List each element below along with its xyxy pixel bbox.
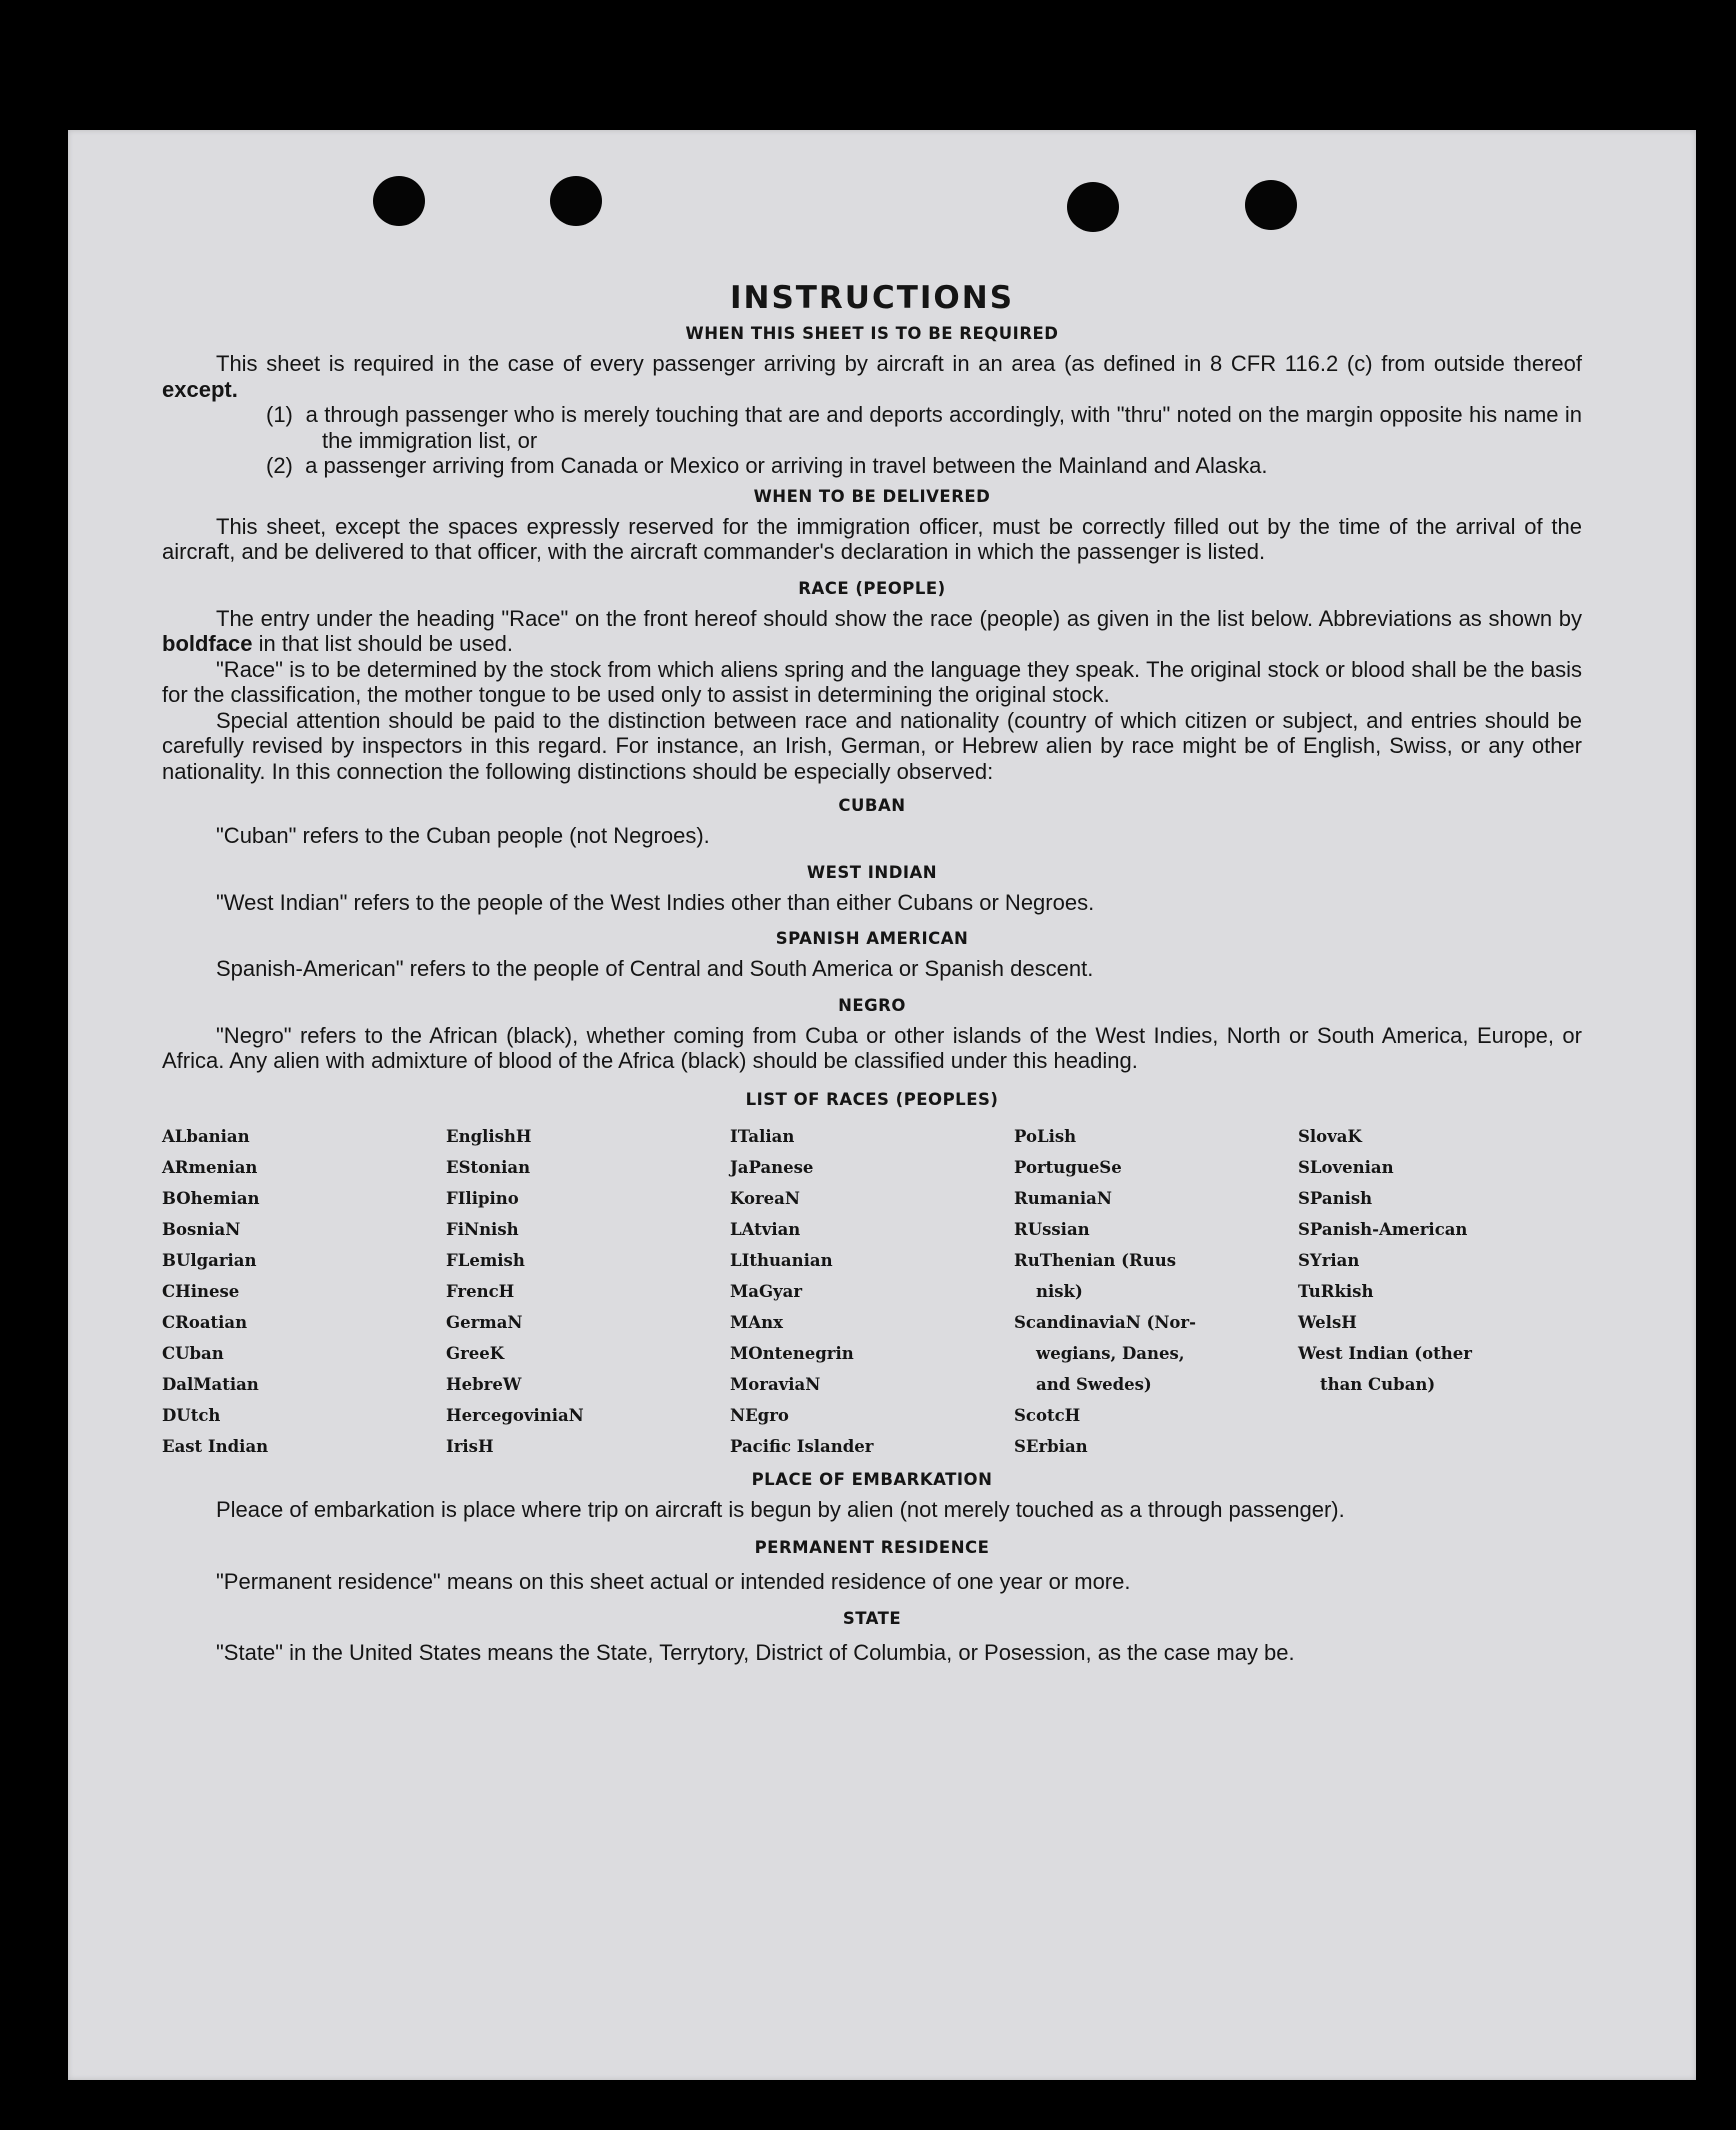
residence-text: "Permanent residence" means on this sheet actual or intended residence of one year or more. bbox=[216, 1569, 1131, 1594]
race-list-item: IrisH bbox=[446, 1436, 494, 1456]
race-list-item: JaPanese bbox=[730, 1157, 814, 1177]
state-text: "State" in the United States means the State, Terrytory, District of Columbia, or Posession, as the case may be. bbox=[216, 1639, 1295, 1665]
race-list bbox=[162, 1121, 1582, 1462]
race-list-item: FIlipino bbox=[446, 1188, 519, 1208]
heading-race: RACE (PEOPLE) bbox=[798, 578, 946, 598]
race-list-item: NEgro bbox=[730, 1405, 789, 1425]
cuban-text: "Cuban" refers to the Cuban people (not Negroes). bbox=[216, 823, 710, 848]
race-list-item: MAnx bbox=[730, 1312, 783, 1332]
race-list-item: PoLish bbox=[1014, 1126, 1077, 1146]
race-list-column-3 bbox=[730, 1121, 1014, 1462]
race-paragraph-3: Special attention should be paid to the distinction between race and nationality (country of which citizen or subject, and entries should be carefully revised by inspectors in this regard. For instance, an Irish, German, or Hebrew alien by race might be of English, Swiss, or any other nationality. In this connection the following distinctions should be especially observed: bbox=[162, 707, 1582, 784]
race-list-item: DUtch bbox=[162, 1405, 221, 1425]
race-list-item: Pacific Islander bbox=[730, 1436, 874, 1456]
race-list-item: East Indian bbox=[162, 1436, 269, 1456]
race-list-column-4 bbox=[1014, 1121, 1298, 1462]
race-list-item: PortugueSe bbox=[1014, 1157, 1122, 1177]
race-list-item: SPanish bbox=[1298, 1188, 1373, 1208]
heading-state: STATE bbox=[842, 1608, 902, 1628]
race-list-item: KoreaN bbox=[730, 1188, 800, 1208]
race-list-item: ARmenian bbox=[162, 1157, 258, 1177]
race-list-item: West Indian (other bbox=[1298, 1343, 1472, 1363]
race-list-item: SYrian bbox=[1298, 1250, 1360, 1270]
page-title: INSTRUCTIONS bbox=[729, 280, 1015, 316]
race-list-item: ALbanian bbox=[162, 1126, 250, 1146]
west-indian-text: "West Indian" refers to the people of the West Indies other than either Cubans or Negroes. bbox=[216, 889, 1095, 915]
punch-hole bbox=[373, 176, 425, 226]
heading-race-list: LIST OF RACES (PEOPLES) bbox=[745, 1089, 999, 1109]
heading-required: WHEN THIS SHEET IS TO BE REQUIRED bbox=[685, 324, 1059, 343]
race-list-item: HebreW bbox=[446, 1374, 522, 1394]
race-list-item: MOntenegrin bbox=[730, 1343, 854, 1363]
race-list-item: MaGyar bbox=[730, 1281, 803, 1301]
race-list-item: ScotcH bbox=[1014, 1405, 1081, 1425]
race-list-item: CHinese bbox=[162, 1281, 240, 1301]
race-list-item: DalMatian bbox=[162, 1374, 259, 1394]
race-paragraph-2: "Race" is to be determined by the stock from which aliens spring and the language they speak. The original stock or blood shall be the basis for the classification, the mother tongue to be used only to assist in determining the original stock. bbox=[162, 656, 1582, 707]
race-list-item: and Swedes) bbox=[1036, 1374, 1152, 1394]
race-list-item: EnglishH bbox=[446, 1126, 532, 1146]
race-list-item: LIthuanian bbox=[730, 1250, 833, 1270]
race-list-item: nisk) bbox=[1036, 1281, 1083, 1301]
race-list-item: SlovaK bbox=[1298, 1126, 1362, 1146]
race-list-column-5 bbox=[1298, 1121, 1582, 1462]
punch-hole bbox=[1245, 180, 1297, 230]
race-list-column-1 bbox=[162, 1121, 446, 1462]
race-list-item: EStonian bbox=[446, 1157, 531, 1177]
race-list-item: MoraviaN bbox=[730, 1374, 821, 1394]
race-paragraph-1: The entry under the heading "Race" on the front hereof should show the race (people) as given in the list below. Abbreviations as shown by boldface in that list should be used. bbox=[162, 605, 1582, 656]
instructions-content bbox=[162, 280, 1582, 1665]
race-list-item: ITalian bbox=[730, 1126, 795, 1146]
race-list-item: LAtvian bbox=[730, 1219, 801, 1239]
required-item-2: (2) a passenger arriving from Canada or Mexico or arriving in travel between the Mainland and Alaska. bbox=[266, 453, 1268, 478]
race-list-column-2 bbox=[446, 1121, 730, 1462]
race-list-item: CUban bbox=[162, 1343, 224, 1363]
required-intro: This sheet is required in the case of every passenger arriving by aircraft in an area (as defined in 8 CFR 116.2 (c) from outside thereof except. bbox=[162, 351, 1582, 402]
embarkation-text: Pleace of embarkation is place where trip on aircraft is begun by alien (not merely touched as a through passenger). bbox=[216, 1496, 1345, 1522]
race-list-item: SLovenian bbox=[1298, 1157, 1394, 1177]
race-list-item: FiNnish bbox=[446, 1219, 519, 1239]
punch-hole bbox=[550, 176, 602, 226]
race-list-item: than Cuban) bbox=[1320, 1374, 1436, 1394]
heading-delivered: WHEN TO BE DELIVERED bbox=[753, 486, 991, 506]
race-list-item: wegians, Danes, bbox=[1036, 1343, 1185, 1363]
race-list-item: RuThenian (Ruus bbox=[1014, 1250, 1176, 1270]
race-list-item: FLemish bbox=[446, 1250, 525, 1270]
race-list-item: SErbian bbox=[1014, 1436, 1088, 1456]
spanish-american-text: Spanish-American" refers to the people of Central and South America or Spanish descent. bbox=[216, 956, 1094, 981]
race-list-item: SPanish-American bbox=[1298, 1219, 1468, 1239]
heading-residence: PERMANENT RESIDENCE bbox=[754, 1538, 990, 1557]
race-list-item: RUssian bbox=[1014, 1219, 1090, 1239]
race-list-item: GermaN bbox=[446, 1312, 523, 1332]
race-list-item: RumaniaN bbox=[1014, 1188, 1112, 1208]
required-item-1: (1) a through passenger who is merely touching that are and deports accordingly, with "thru" noted on the margin opposite his name in the immigration list, or bbox=[266, 402, 1582, 453]
race-list-item: CRoatian bbox=[162, 1312, 248, 1332]
heading-cuban: CUBAN bbox=[838, 796, 906, 815]
delivered-text: This sheet, except the spaces expressly reserved for the immigration officer, must be correctly filled out by the time of the arrival of the aircraft, and be delivered to that officer, with the aircraft commander's declaration in which the passenger is listed. bbox=[162, 513, 1582, 564]
race-list-item: BOhemian bbox=[162, 1188, 260, 1208]
race-list-item: ScandinaviaN (Nor- bbox=[1014, 1312, 1196, 1332]
race-list-item: FrencH bbox=[446, 1281, 515, 1301]
heading-west-indian: WEST INDIAN bbox=[806, 862, 938, 882]
document-page bbox=[68, 130, 1696, 2080]
negro-text: "Negro" refers to the African (black), whether coming from Cuba or other islands of the West Indies, North or South America, Europe, or Africa. Any alien with admixture of blood of the Africa (black) should be classified under this heading. bbox=[162, 1022, 1582, 1073]
race-list-item: BUlgarian bbox=[162, 1250, 257, 1270]
heading-negro: NEGRO bbox=[838, 995, 906, 1015]
race-list-item: TuRkish bbox=[1298, 1281, 1374, 1301]
race-list-item: GreeK bbox=[446, 1343, 505, 1363]
race-list-item: WelsH bbox=[1298, 1312, 1357, 1332]
heading-spanish-american: SPANISH AMERICAN bbox=[775, 929, 969, 948]
race-list-item: BosniaN bbox=[162, 1219, 241, 1239]
race-list-item: HercegoviniaN bbox=[446, 1405, 584, 1425]
punch-hole bbox=[1067, 182, 1119, 232]
heading-embarkation: PLACE OF EMBARKATION bbox=[751, 1469, 993, 1489]
